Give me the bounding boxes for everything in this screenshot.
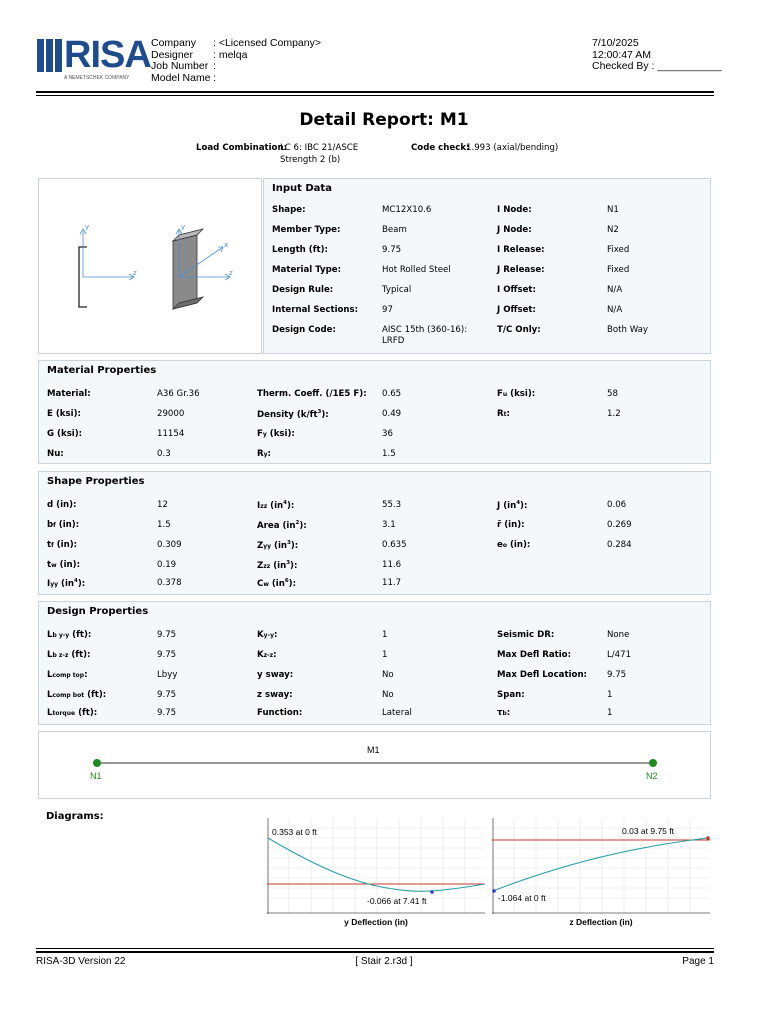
header-rule-thick	[36, 91, 714, 93]
lbyy-value: 9.75	[157, 630, 177, 640]
lcomp-top-value: Lbyy	[157, 670, 178, 680]
r-bar-label: r̄ (in):	[497, 520, 525, 530]
shape-properties-panel	[38, 471, 711, 595]
job-number-label: Job Number	[151, 60, 209, 72]
report-time: 12:00:47 AM	[592, 48, 651, 61]
material-value: A36 Gr.36	[157, 389, 200, 399]
g-label: G (ksi):	[47, 429, 83, 439]
material-type-value: Hot Rolled Steel	[382, 265, 451, 275]
diagrams-title: Diagrams:	[46, 811, 104, 822]
j-label: J $(in^4)$:	[497, 500, 528, 511]
i-node-label: I Node:	[497, 205, 532, 215]
density-value: 0.49	[382, 409, 402, 419]
span-value: 1	[607, 690, 613, 700]
j-release-label: J Release:	[497, 265, 545, 275]
kzz-value: 1	[382, 650, 388, 660]
section-graphic-panel	[38, 178, 262, 354]
density-label-text: Density (k/ft	[257, 409, 318, 420]
header-rule-thin	[36, 95, 714, 96]
member-schematic-panel	[38, 731, 711, 799]
designer-label: Designer	[151, 48, 194, 61]
member-type-label: Member Type:	[272, 225, 341, 235]
i-release-label: I Release:	[497, 245, 545, 255]
r-bar-value: 0.269	[607, 520, 632, 530]
axis-x-label-3d: x	[224, 241, 229, 249]
node-i-label: N1	[90, 771, 102, 781]
kzz-label: Kz-z:	[257, 650, 277, 660]
z-plot-max-label: 0.03 at 9.75 ft	[622, 826, 674, 836]
internal-sections-label: Internal Sections:	[272, 305, 359, 315]
tau-b-label: τb:	[497, 708, 511, 718]
area-label: Area $(in^2)$:	[257, 520, 307, 531]
length-label: Length (ft):	[272, 245, 328, 255]
header-fields	[151, 38, 321, 84]
lbzz-value: 9.75	[157, 650, 177, 660]
checked-by: Checked By : ___________	[592, 60, 722, 72]
ltorque-label: Ltorque (ft):	[47, 708, 98, 718]
footer-page: Page 1	[682, 956, 714, 967]
ry-label: Ry:	[257, 449, 271, 459]
max-defl-location-label: Max Defl Location:	[497, 670, 587, 680]
footer-rule-thick	[36, 951, 714, 953]
risa-logo	[36, 34, 151, 88]
y-sway-value: No	[382, 670, 394, 680]
page-title: Detail Report: M1	[299, 110, 469, 130]
tc-only-label: T/C Only:	[497, 325, 541, 335]
lcomp-top-label: Lcomp top:	[47, 670, 88, 680]
material-properties-panel	[38, 360, 711, 464]
i-offset-label: I Offset:	[497, 285, 536, 295]
izz-label: Izz $(in^4)$:	[257, 500, 295, 511]
cw-label: Cw $(in^6)$:	[257, 578, 297, 589]
lcomp-bot-value: 9.75	[157, 690, 177, 700]
bf-value: 1.5	[157, 520, 171, 530]
lbyy-label: Lb y-y (ft):	[47, 630, 92, 640]
axis-z-label-2d: z	[133, 269, 137, 277]
fy-value: 36	[382, 429, 393, 439]
tf-value: 0.309	[157, 540, 182, 550]
company-label: Company	[151, 37, 196, 49]
node-i-dot	[93, 759, 101, 767]
y-plot-min-label: -0.066 at 7.41 ft	[367, 896, 427, 906]
tw-label: tw (in):	[47, 560, 81, 570]
shape-value: MC12X10.6	[382, 205, 432, 215]
j-node-label: J Node:	[497, 225, 532, 235]
function-value: Lateral	[382, 708, 412, 718]
iyy-label: Iyy $(in^4)$:	[47, 578, 86, 589]
ltorque-value: 9.75	[157, 708, 177, 718]
function-label: Function:	[257, 708, 303, 718]
load-combination-value: LC 6: IBC 21/ASCE	[280, 143, 359, 153]
load-combination-value-2: Strength 2 (b)	[280, 155, 341, 165]
cw-value: 11.7	[382, 578, 402, 588]
z-plot-min-label: -1.064 at 0 ft	[498, 893, 546, 903]
span-label: Span:	[497, 690, 525, 700]
design-code-value: AISC 15th (360-16):	[382, 325, 468, 335]
tf-label: tf (in):	[47, 540, 78, 550]
load-combination-label: Load Combination:	[196, 143, 288, 153]
z-sway-value: No	[382, 690, 394, 700]
izz-value: 55.3	[382, 500, 402, 510]
y-sway-label: y sway:	[257, 670, 294, 680]
job-number-value: :	[213, 60, 216, 72]
design-code-value-2: LRFD	[382, 336, 405, 346]
material-label: Material:	[47, 389, 91, 399]
logo-text: RISA	[64, 34, 151, 76]
design-rule-value: Typical	[382, 285, 412, 295]
iyy-value: 0.378	[157, 578, 182, 588]
footer-file: [ Stair 2.r3d ]	[355, 956, 413, 967]
i-node-value: N1	[607, 205, 619, 215]
density-label: Density $(k/ft^3)$:	[257, 409, 329, 420]
company-value: : <Licensed Company>	[213, 37, 321, 49]
tw-value: 0.19	[157, 560, 177, 570]
logo-subtext: A NEMETSCHEK COMPANY	[64, 75, 130, 81]
eo-value: 0.284	[607, 540, 632, 550]
fu-label: Fu (ksi):	[497, 389, 536, 399]
z-plot-xlabel: z Deflection (in)	[569, 917, 633, 927]
axis-y-label-2d: y	[85, 223, 90, 231]
rt-label: Rt:	[497, 409, 510, 419]
nu-value: 0.3	[157, 449, 171, 459]
z-deflection-plot	[492, 818, 710, 914]
y-plot-max-label: 0.353 at 0 ft	[272, 827, 317, 837]
tc-only-value: Both Way	[607, 325, 649, 335]
design-rule-label: Design Rule:	[272, 285, 334, 295]
d-label: d (in):	[47, 500, 77, 510]
design-code-label: Design Code:	[272, 325, 336, 335]
j-offset-label: J Offset:	[497, 305, 536, 315]
e-value: 29000	[157, 409, 185, 419]
report-date: 7/10/2025	[592, 37, 639, 49]
rt-value: 1.2	[607, 409, 621, 419]
max-defl-ratio-value: L/471	[607, 650, 632, 660]
zzz-value: 11.6	[382, 560, 402, 570]
eo-label: eo (in):	[497, 540, 531, 550]
zyy-label: Zyy $(in^3)$:	[257, 540, 299, 551]
seismic-dr-label: Seismic DR:	[497, 630, 555, 640]
e-label: E (ksi):	[47, 409, 81, 419]
bf-label: bf (in):	[47, 520, 80, 530]
kyy-label: Ky-y:	[257, 630, 278, 640]
max-defl-location-value: 9.75	[607, 670, 627, 680]
therm-coeff-label: Therm. Coeff. (/1E5 F):	[257, 389, 367, 399]
footer-rule-thin	[36, 948, 714, 949]
fy-label: Fy (ksi):	[257, 429, 295, 439]
g-value: 11154	[157, 429, 185, 439]
footer-version: RISA-3D Version 22	[36, 956, 126, 967]
j-node-value: N2	[607, 225, 619, 235]
member-line	[39, 732, 710, 798]
header-date-block	[592, 38, 722, 73]
code-check-value: 1.993 (axial/bending)	[466, 143, 559, 153]
lbzz-label: Lb z-z (ft):	[47, 650, 91, 660]
designer-value: : melqa	[213, 48, 248, 61]
design-properties-title: Design Properties	[47, 606, 149, 617]
kyy-value: 1	[382, 630, 388, 640]
internal-sections-value: 97	[382, 305, 393, 315]
zzz-label: Zzz $(in^3)$:	[257, 560, 298, 571]
member-label: M1	[367, 745, 380, 755]
z-sway-label: z sway:	[257, 690, 293, 700]
j-offset-value: N/A	[607, 305, 623, 315]
therm-coeff-value: 0.65	[382, 389, 402, 399]
ry-value: 1.5	[382, 449, 396, 459]
seismic-dr-value: None	[607, 630, 630, 640]
section-graphic	[39, 179, 261, 353]
d-value: 12	[157, 500, 168, 510]
node-j-dot	[649, 759, 657, 767]
shape-label: Shape:	[272, 205, 306, 215]
input-data-title: Input Data	[272, 183, 332, 194]
code-check-label: Code check:	[411, 143, 470, 153]
input-data-panel	[263, 178, 711, 354]
zyy-value: 0.635	[382, 540, 407, 550]
design-properties-panel	[38, 601, 711, 725]
member-type-value: Beam	[382, 225, 407, 235]
shape-properties-title: Shape Properties	[47, 476, 145, 487]
j-release-value: Fixed	[607, 265, 630, 275]
nu-label: Nu:	[47, 449, 64, 459]
axis-y-label-3d: y	[181, 223, 186, 231]
j-value: 0.06	[607, 500, 627, 510]
material-type-label: Material Type:	[272, 265, 342, 275]
y-plot-xlabel: y Deflection (in)	[344, 917, 408, 927]
length-value: 9.75	[382, 245, 402, 255]
i-offset-value: N/A	[607, 285, 623, 295]
area-value: 3.1	[382, 520, 396, 530]
model-name-value: :	[213, 71, 216, 84]
fu-value: 58	[607, 389, 618, 399]
max-defl-ratio-label: Max Defl Ratio:	[497, 650, 572, 660]
tau-b-value: 1	[607, 708, 613, 718]
model-name-label: Model Name	[151, 71, 211, 84]
lcomp-bot-label: Lcomp bot (ft):	[47, 690, 107, 700]
i-release-value: Fixed	[607, 245, 630, 255]
axis-z-label-3d: z	[229, 269, 233, 277]
material-properties-title: Material Properties	[47, 365, 157, 376]
node-j-label: N2	[646, 771, 658, 781]
y-deflection-plot	[267, 818, 485, 914]
